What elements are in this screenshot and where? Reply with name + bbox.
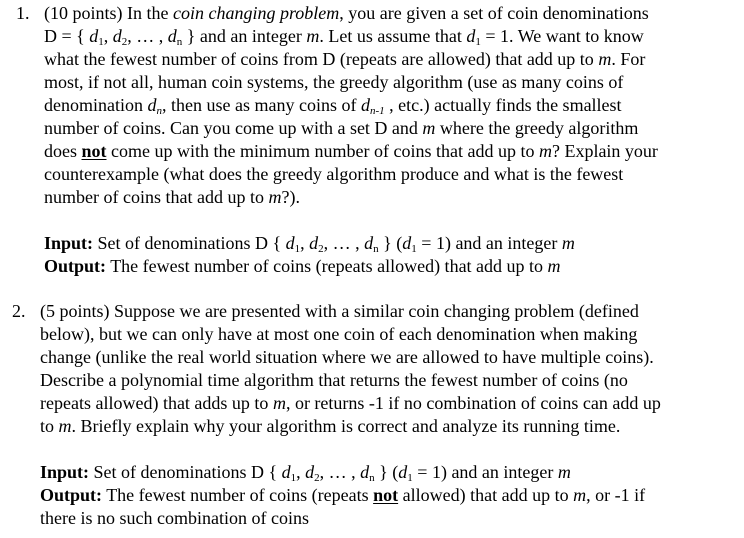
q2-output-line-2: there is no such combination of coins [40,508,309,528]
q1-line-2: D = { $d_1$, $d_2$, … , $d_n$ } and an integer m. Let us assume that $d_1 = 1$. We want to know [44,26,644,48]
q1-line-7: does not come up with the minimum number of coins that add up to m? Explain your [44,141,658,161]
not-emphasis: not [81,141,107,161]
q2-line-1: (5 points) Suppose we are presented with a similar coin changing problem (defined [40,301,639,321]
q1-line-5: denomination $d_n$, then use as many coins of $d_{n-1}$ , etc.) actually finds the smallest [44,95,622,117]
q2-line-5: repeats allowed) that adds up to m, or returns -1 if no combination of coins can add up [40,393,661,413]
q1-line-9: number of coins that add up to m?). [44,187,300,207]
q2-line-2: below), but we can only have at most one coin of each denomination when making [40,324,638,344]
q1-output: Output: The fewest number of coins (repeats allowed) that add up to m [44,256,561,276]
q1-line-6: number of coins. Can you come up with a set D and m where the greedy algorithm [44,118,639,138]
q1-line-3: what the fewest number of coins from D (repeats are allowed) that add up to m. For [44,49,646,69]
question-2-body [40,300,661,438]
q2-input: Input: Set of denominations D { $d_1$, $d_2$, … , $d_n$ } $(d_1 = 1)$ and an integer m [40,462,571,484]
question-1-number: 1. [16,3,30,23]
q1-input: Input: Set of denominations D { $d_1$, $d_2$, … , $d_n$ } $(d_1 = 1)$ and an integer m [44,233,575,255]
question-2-number: 2. [12,301,26,321]
q1-line-1: (10 points) In the coin changing problem, you are given a set of coin denominations [44,3,649,23]
q2-line-4: Describe a polynomial time algorithm that returns the fewest number of coins (no [40,370,628,390]
q1-line-8: counterexample (what does the greedy algorithm produce and what is the fewest [44,164,624,184]
q2-line-6: to m. Briefly explain why your algorithm is correct and analyze its running time. [40,416,621,436]
not-emphasis-2: not [373,485,399,505]
question-1-body [44,2,658,209]
q2-line-3: change (unlike the real world situation where we are allowed to have multiple coins). [40,347,654,367]
q1-line-4: most, if not all, human coin systems, the greedy algorithm (use as many coins of [44,72,624,92]
q2-output: Output: The fewest number of coins (repeats not allowed) that add up to m, or -1 if [40,485,646,505]
